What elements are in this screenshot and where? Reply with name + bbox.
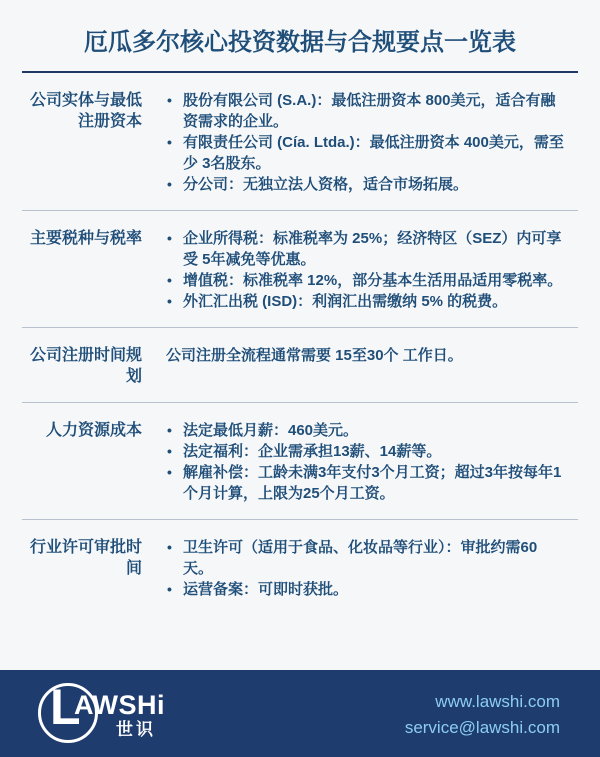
logo-chinese-name: 世识 — [116, 720, 156, 739]
bullet-item — [166, 228, 566, 270]
bullet-text: 法定最低月薪：460美元。 — [183, 422, 359, 439]
row-content — [166, 345, 578, 387]
bullet-item — [166, 537, 566, 579]
bullet-text: 解雇补偿：工龄未满3年支付3个月工资；超过3年按每年1个月计算，上限为25个月工资。 — [183, 464, 562, 502]
row-label: 公司注册时间规划 — [29, 347, 142, 385]
table-row — [22, 403, 578, 520]
table-row — [22, 211, 578, 328]
row-content — [166, 90, 578, 195]
footer-email-link[interactable]: service@lawshi.com — [404, 718, 560, 737]
bullet-marker-icon: • — [167, 464, 172, 480]
footer — [0, 670, 600, 757]
bullet-item — [166, 291, 566, 312]
summary-table — [0, 73, 600, 615]
bullet-list — [166, 90, 566, 195]
bullet-marker-icon: • — [167, 134, 172, 150]
bullet-marker-icon: • — [167, 422, 172, 438]
footer-contact — [405, 689, 560, 741]
bullet-text: 法定福利：企业需承担13薪、14薪等。 — [183, 443, 442, 460]
bullet-marker-icon: • — [167, 293, 172, 309]
bullet-marker-icon: • — [167, 272, 172, 288]
bullet-text: 外汇汇出税 (ISD)：利润汇出需缴纳 5% 的税费。 — [183, 293, 508, 310]
footer-website-link[interactable]: www.lawshi.com — [435, 692, 560, 711]
bullet-list — [166, 537, 566, 600]
bullet-item — [166, 420, 566, 441]
bullet-item — [166, 270, 566, 291]
bullet-item — [166, 441, 566, 462]
row-text: 公司注册全流程通常需要 15至30个 工作日。 — [166, 347, 463, 364]
row-content — [166, 537, 578, 600]
bullet-text: 运营备案：可即时获批。 — [183, 581, 349, 598]
table-row — [22, 73, 578, 211]
bullet-item — [166, 579, 566, 600]
bullet-marker-icon: • — [167, 230, 172, 246]
logo-wordmark: AWSHi — [74, 690, 166, 720]
header — [0, 0, 600, 73]
bullet-item — [166, 462, 566, 504]
bullet-marker-icon: • — [167, 176, 172, 192]
bullet-marker-icon: • — [167, 581, 172, 597]
row-content — [166, 228, 578, 312]
bullet-text: 分公司：无独立法人资格，适合市场拓展。 — [183, 176, 469, 193]
row-label: 公司实体与最低注册资本 — [29, 92, 142, 130]
bullet-marker-icon: • — [167, 539, 172, 555]
row-content — [166, 420, 578, 504]
bullet-text: 股份有限公司 (S.A.)：最低注册资本 800美元，适合有融资需求的企业。 — [183, 92, 556, 130]
bullet-item — [166, 90, 566, 132]
row-label: 主要税种与税率 — [29, 230, 142, 247]
bullet-item — [166, 132, 566, 174]
table-row — [22, 328, 578, 403]
logo-letter-l: L — [50, 679, 81, 735]
row-label: 人力资源成本 — [45, 422, 142, 439]
bullet-list — [166, 228, 566, 312]
bullet-text: 增值税：标准税率 12%，部分基本生活用品适用零税率。 — [183, 272, 563, 289]
page-title: 厄瓜多尔核心投资数据与合规要点一览表 — [84, 29, 516, 56]
bullet-marker-icon: • — [167, 92, 172, 108]
bullet-marker-icon: • — [167, 443, 172, 459]
bullet-item — [166, 174, 566, 195]
bullet-list — [166, 420, 566, 504]
bullet-text: 卫生许可（适用于食品、化妆品等行业）：审批约需60天。 — [183, 539, 538, 577]
table-row — [22, 520, 578, 615]
row-label: 行业许可审批时间 — [29, 539, 142, 577]
bullet-text: 有限责任公司 (Cía. Ltda.)：最低注册资本 400美元，需至少 3名股东。 — [183, 134, 564, 172]
bullet-text: 企业所得税：标准税率为 25%；经济特区（SEZ）内可享受 5年减免等优惠。 — [183, 230, 562, 268]
